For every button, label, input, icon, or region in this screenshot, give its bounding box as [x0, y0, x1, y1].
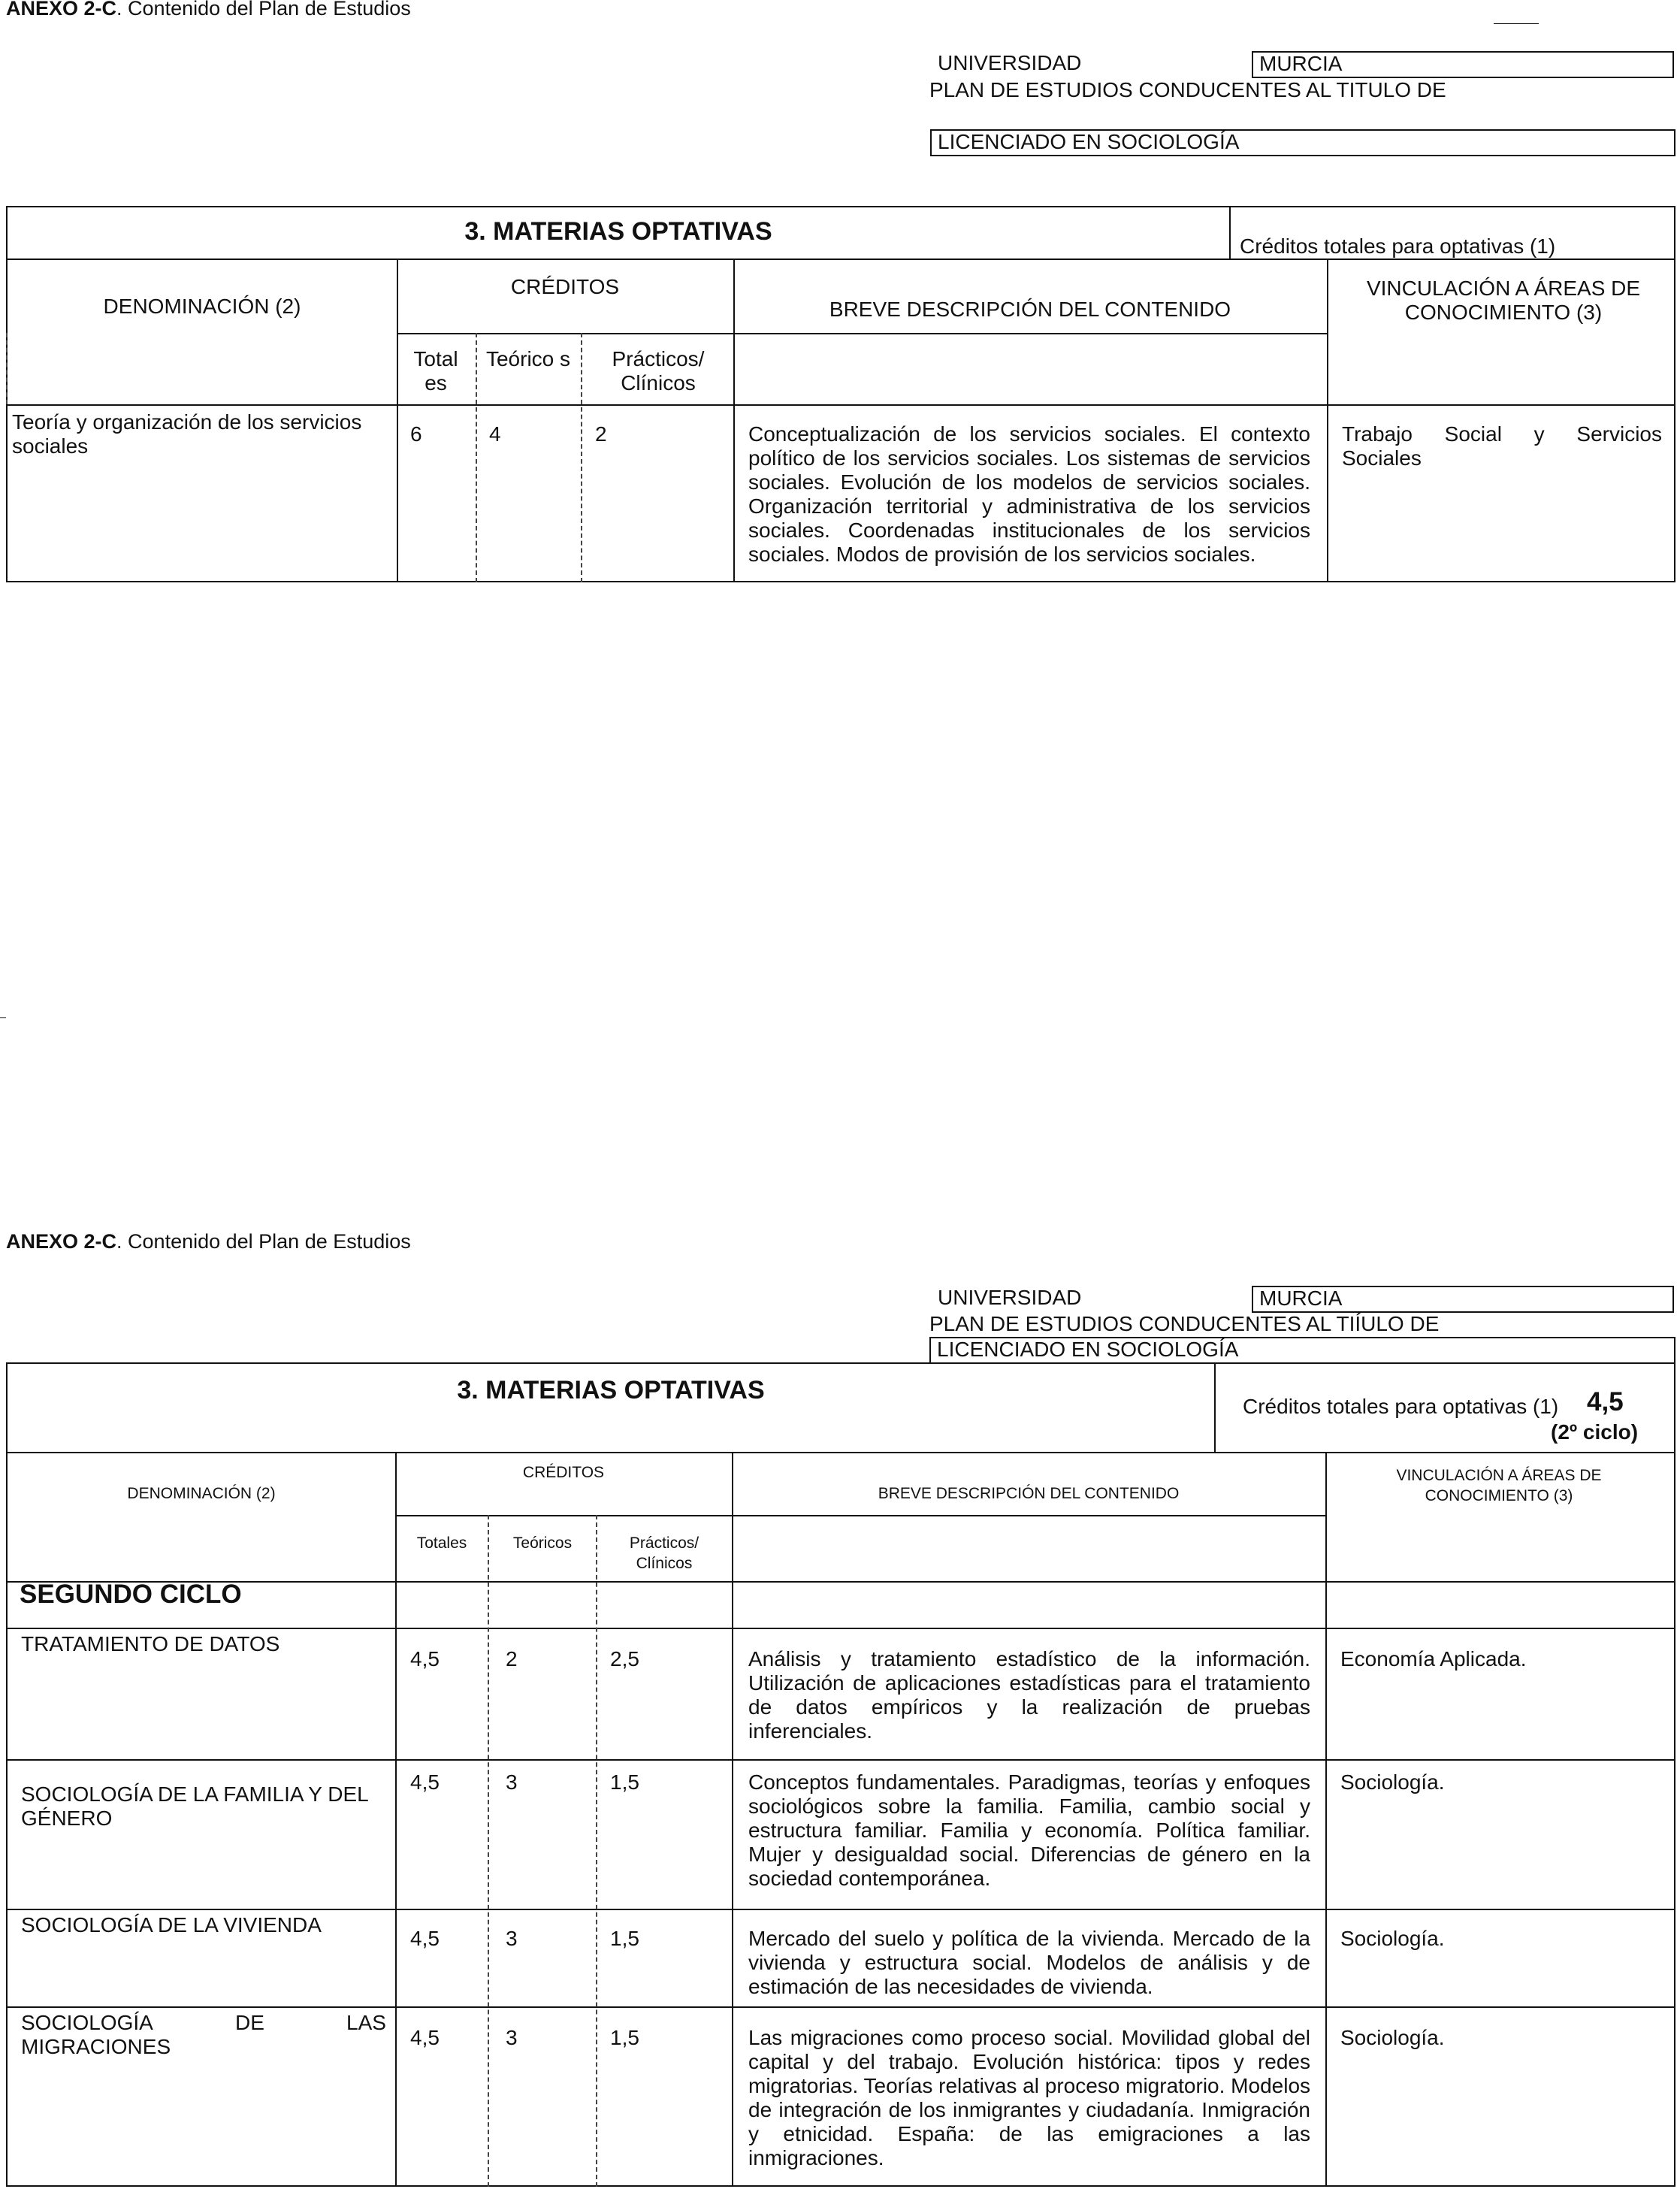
university-label: UNIVERSIDAD: [938, 51, 1082, 74]
row-teoricos: 3: [506, 1927, 518, 1950]
annex-heading: ANEXO 2-C. Contenido del Plan de Estudios: [6, 0, 411, 20]
col-denominacion: DENOMINACIÓN (2): [103, 295, 301, 318]
university-label: UNIVERSIDAD: [938, 1286, 1082, 1309]
sub-practicos: Prácticos/ Clínicos: [629, 1534, 699, 1572]
row-area: Sociología.: [1340, 1770, 1445, 1794]
annex-heading: ANEXO 2-C. Contenido del Plan de Estudios: [6, 1230, 411, 1253]
col-creditos: CRÉDITOS: [522, 1464, 605, 1481]
row-area: Trabajo Social y Servicios Sociales: [1342, 422, 1662, 470]
row-totales: 6: [410, 422, 422, 446]
row-description: Mercado del suelo y política de la vivienda. Mercado de la vivienda y estructura social. Modelos de análisis y de estimación de las necesidades de vivienda.: [748, 1927, 1310, 1998]
row-practicos: 2,5: [610, 1647, 639, 1670]
row-teoricos: 2: [506, 1647, 518, 1670]
row-description: Análisis y tratamiento estadístico de la información. Utilización de aplicaciones estadísticas para el tratamiento de datos empíricos y la realización de pruebas inferenciales.: [748, 1647, 1310, 1743]
table-title: 3. MATERIAS OPTATIVAS: [457, 1376, 765, 1404]
sub-teoricos: Teóricos: [512, 1534, 573, 1552]
sub-practicos: Prácticos/ Clínicos: [612, 347, 705, 395]
degree-value: LICENCIADO EN SOCIOLOGÍA: [930, 129, 1675, 156]
row-practicos: 2: [595, 422, 607, 446]
row-totales: 4,5: [410, 1927, 440, 1950]
row-practicos: 1,5: [610, 2026, 639, 2049]
sub-totales: Total es: [413, 347, 458, 395]
section-heading: SEGUNDO CICLO: [20, 1580, 242, 1609]
credits-total-label: Créditos totales para optativas (1): [1243, 1395, 1559, 1418]
university-value: MURCIA: [1252, 51, 1674, 78]
plan-label: PLAN DE ESTUDIOS CONDUCENTES AL TIÍULO DE: [929, 1312, 1440, 1335]
col-vinculacion: VINCULACIÓN A ÁREAS DE CONOCIMIENTO (3): [1366, 277, 1641, 324]
row-name: SOCIOLOGÍA DE LA FAMILIA Y DEL GÉNERO: [21, 1782, 368, 1830]
row-practicos: 1,5: [610, 1927, 639, 1950]
credits-cycle: (2º ciclo): [1551, 1420, 1639, 1444]
scan-mark: [0, 1017, 6, 1018]
row-name: TRATAMIENTO DE DATOS: [21, 1632, 280, 1655]
row-teoricos: 3: [506, 1770, 518, 1794]
col-descripcion: BREVE DESCRIPCIÓN DEL CONTENIDO: [878, 1485, 1180, 1502]
row-area: Sociología.: [1340, 1927, 1445, 1950]
row-name: SOCIOLOGÍA DE LAS MIGRACIONES: [21, 2011, 386, 2058]
col-creditos: CRÉDITOS: [510, 275, 620, 298]
decorative-rule: [1494, 23, 1539, 24]
col-denominacion: DENOMINACIÓN (2): [127, 1485, 276, 1502]
row-totales: 4,5: [410, 1647, 440, 1670]
row-practicos: 1,5: [610, 1770, 639, 1794]
credits-total-label: Créditos totales para optativas (1): [1240, 234, 1556, 258]
row-area: Economía Aplicada.: [1340, 1647, 1527, 1670]
row-description: Conceptualización de los servicios sociales. El contexto político de los servicios sociales. Los sistemas de servicios sociales. Evolución de los modelos de servicios sociales. Organización territorial y administrativa de los servicios sociales. Coordenadas institucionales de los servicios sociales. Modos de provisión de los servicios sociales.: [748, 422, 1310, 566]
row-area: Sociología.: [1340, 2026, 1445, 2049]
row-totales: 4,5: [410, 1770, 440, 1794]
row-description: Las migraciones como proceso social. Movilidad global del capital y del trabajo. Evolución histórica: tipos y redes migratorias. Teorías relativas al proceso migratorio. Modelos de integración de los inmigrantes y ciudadanía. Inmigración y etnicidad. España: de las emigraciones a las inmigraciones.: [748, 2026, 1311, 2169]
sub-teoricos: Teórico s: [485, 347, 571, 370]
university-value: MURCIA: [1252, 1286, 1674, 1313]
col-descripcion: BREVE DESCRIPCIÓN DEL CONTENIDO: [829, 298, 1231, 321]
sub-totales: Totales: [416, 1534, 467, 1552]
col-vinculacion: VINCULACIÓN A ÁREAS DE CONOCIMIENTO (3): [1396, 1467, 1602, 1504]
row-description: Conceptos fundamentales. Paradigmas, teorías y enfoques sociológicos sobre la familia. Familia, cambio social y estructura familiar. Familia y economía. Política familiar. Mujer y desigualdad social. Diferencias de género en la sociedad contemporánea.: [748, 1770, 1310, 1890]
row-totales: 4,5: [410, 2026, 440, 2049]
row-name: SOCIOLOGÍA DE LA VIVIENDA: [21, 1913, 322, 1937]
credits-total-value: 4,5: [1587, 1387, 1624, 1417]
degree-value: LICENCIADO EN SOCIOLOGÍA: [929, 1337, 1675, 1364]
row-teoricos: 3: [506, 2026, 518, 2049]
plan-label: PLAN DE ESTUDIOS CONDUCENTES AL TITULO DE: [929, 78, 1446, 101]
row-name: Teoría y organización de los servicios sociales: [12, 410, 362, 458]
table-title: 3. MATERIAS OPTATIVAS: [464, 217, 772, 246]
row-teoricos: 4: [489, 422, 501, 446]
